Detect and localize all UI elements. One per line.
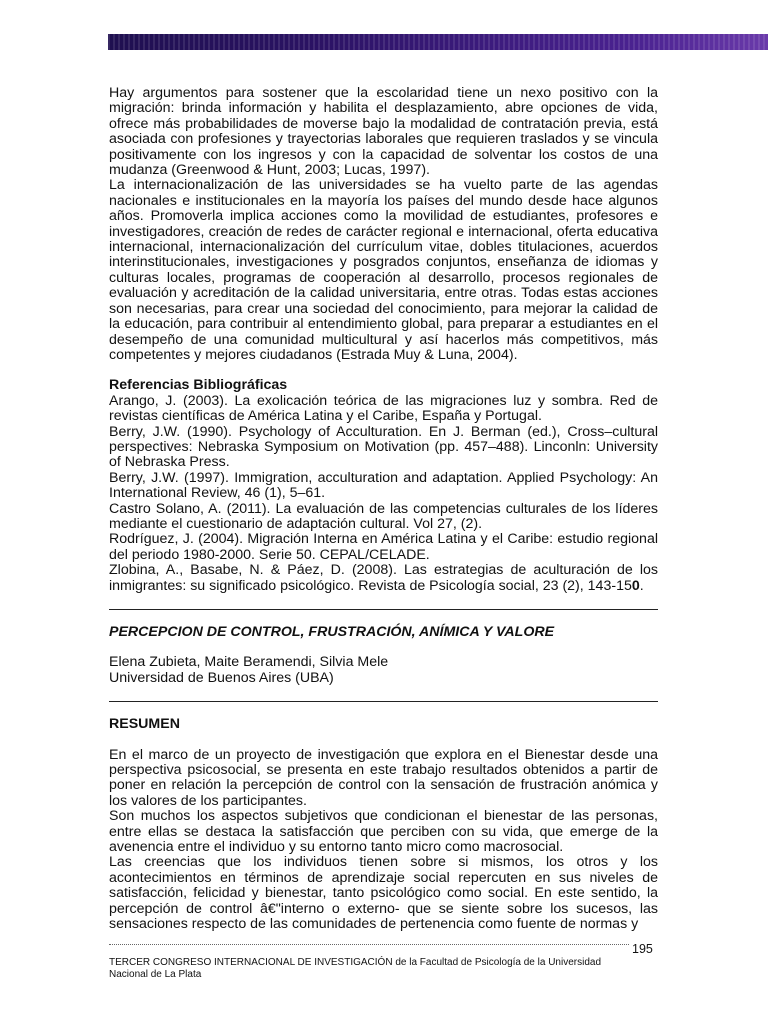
header-decorative-band (108, 34, 768, 50)
reference-item: Berry, J.W. (1997). Immigration, acculturation and adaptation. Applied Psychology: An International Review, 46 (1), 5–61. (109, 469, 658, 502)
article-institution: Universidad de Buenos Aires (UBA) (109, 669, 334, 686)
intro-paragraph-2: La internacionalización de las universidades se ha vuelto parte de las agendas nacionales e institucionales en la mayoría los países del mundo desde hace algunos años. Promoverla implica acciones como la movilidad de estudiantes, profesores e investigadores, creación de redes de carácter regional e internacional, oferta educativa internacional, internacionalización del currículum vitae, dobles titulaciones, acuerdos interinstitucionales, investigaciones y posgrados conjuntos, enseñanza de idiomas y culturas locales, programas de cooperación al desarrollo, procesos regionales de evaluación y acreditación de la calidad universitaria, entre otras. Todas estas acciones son necesarias, para crear una sociedad del conocimiento, para mejorar la calidad de la educación, para contribuir al entendimiento global, para preparar a estudiantes en el desempeño de una comunidad multicultural y así hacerlos más competitivos, más competentes y mejores ciudadanos (Estrada Muy & Luna, 2004). (109, 177, 658, 363)
reference-item-last-text: Zlobina, A., Basabe, N. & Páez, D. (2008). Las estrategias de aculturación de los inmigrantes: su significado psicológico. Revista de Psicología social, 23 (2), 143-15 (109, 562, 658, 594)
reference-item: Rodríguez, J. (2004). Migración Interna en América Latina y el Caribe: estudio regional del periodo 1980-2000. Serie 50. CEPAL/CELADE. (109, 531, 658, 563)
page-content (109, 86, 658, 933)
reference-item-last-bold: 0 (631, 577, 640, 594)
resumen-body (109, 748, 658, 933)
reference-item: Arango, J. (2003). La exolicación teórica de las migraciones luz y sombra. Red de revistas científicas de América Latina y el Caribe, España y Portugal. (109, 392, 658, 425)
reference-item-last-end: . (639, 577, 644, 594)
footer-dotted-rule (109, 944, 629, 945)
intro-paragraph-1: Hay argumentos para sostener que la escolaridad tiene un nexo positivo con la migración: brinda información y habilita el desplazamiento, abre opciones de vida, ofrece más probabilidades de moverse bajo la modalidad de contratación previa, está asociada con profesiones y trayectorias laborales que requieren traslados y se vincula positivamente con los ingresos y con la capacidad de solventar los costos de una mudanza (Greenwood & Hunt, 2003; Lucas, 1997). (109, 85, 658, 179)
footer-line-1: TERCER CONGRESO INTERNACIONAL DE INVESTIGACIÓN de la Facultad de Psicología de la Universidad (109, 957, 602, 968)
references-heading: Referencias Bibliográficas (109, 377, 288, 394)
reference-item: Berry, J.W. (1990). Psychology of Acculturation. En J. Berman (ed.), Cross–cultural perspectives: Nebraska Symposium on Motivation (pp. 457–488). Linconln: University of Nebraska Press. (109, 423, 658, 471)
resumen-paragraph-1: En el marco de un proyecto de investigación que explora en el Bienestar desde una perspectiva psicosocial, se presenta en este trabajo resultados obtenidos a partir de poner en relación la percepción de control con la sensación de frustración anómica y los valores de los participantes. (109, 746, 658, 809)
resumen-heading: RESUMEN (109, 716, 180, 733)
footer-text (109, 957, 649, 981)
article-title: PERCEPCION DE CONTROL, FRUSTRACIÓN, ANÍMICA Y VALORE (109, 624, 555, 640)
article-authors: Elena Zubieta, Maite Beramendi, Silvia Mele (109, 654, 389, 671)
section-divider (109, 609, 658, 610)
page-number: 195 (632, 942, 653, 956)
authors-block (109, 655, 658, 686)
resumen-paragraph-2: Son muchos los aspectos subjetivos que condicionan el bienestar de las personas, entre ellas se destaca la satisfacción que perciben con su vida, que emerge de la avenencia entre el individuo y su entorno tanto micro como macrosocial. (109, 808, 658, 856)
reference-item: Castro Solano, A. (2011). La evaluación de las competencias culturales de los líderes mediante el cuestionario de adaptación cultural. Vol 27, (2). (109, 500, 658, 532)
resumen-paragraph-3: Las creencias que los individuos tienen sobre si mismos, los otros y los acontecimientos en términos de aprendizaje social repercuten en sus niveles de satisfacción, felicidad y bienestar, tanto psicológico como social. En este sentido, la percepción de control â€"interno o externo- que se siente sobre los sucesos, las sensaciones respecto de las comunidades de pertenencia como fuente de normas y (109, 854, 658, 933)
reference-item-last (109, 563, 658, 594)
section-divider (109, 701, 658, 702)
footer-line-2: Nacional de La Plata (109, 969, 202, 980)
